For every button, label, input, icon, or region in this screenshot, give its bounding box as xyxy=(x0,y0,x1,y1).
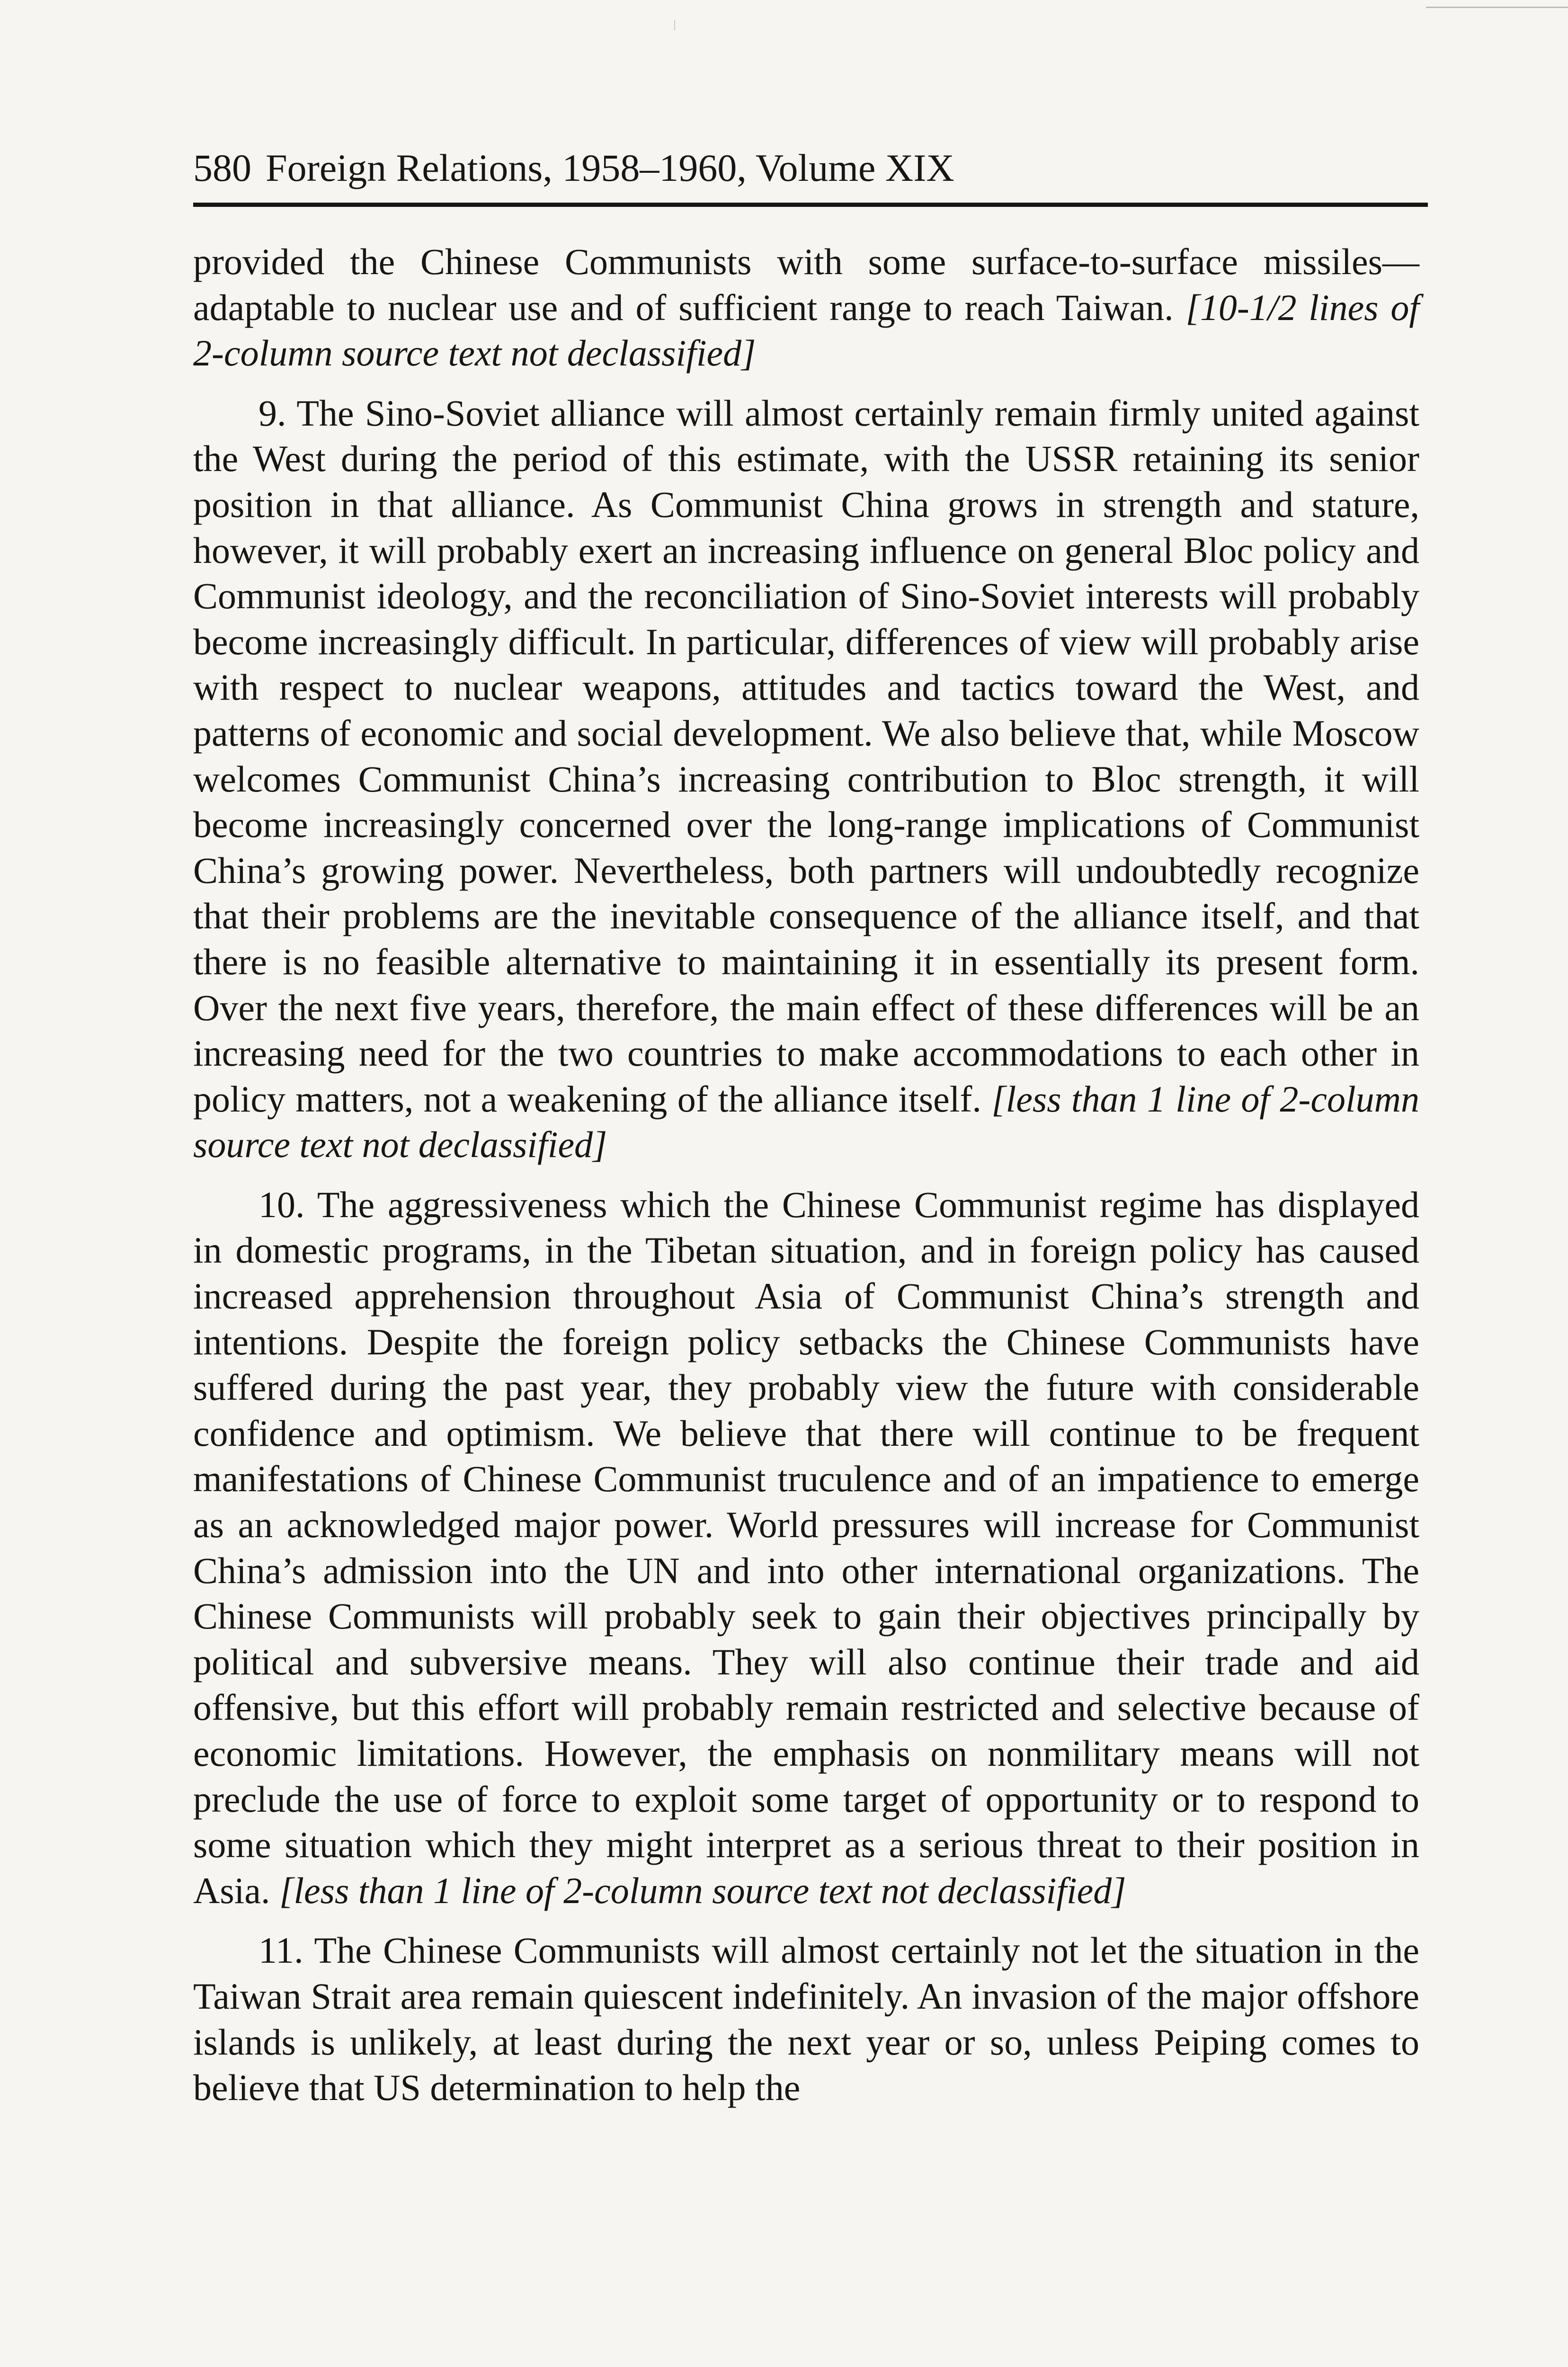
body-text xyxy=(193,239,1419,2111)
paragraph-9 xyxy=(193,391,1419,1168)
paragraph-text: 10. The aggressiveness which the Chinese Communist regime has displayed in domestic programs, in the Tibetan situation, and in foreign policy has caused increased apprehension throughout Asia of Communist China’s strength and intentions. Despite the foreign policy setbacks the Chinese Communists have suffered during the past year, they probably view the future with considerable confidence and optimism. We believe that there will continue to be frequent manifestations of Chinese Communist truculence and of an impatience to emerge as an acknowledged major power. World pressures will increase for Communist China’s admission into the UN and into other international organizations. The Chinese Communists will probably seek to gain their objectives principally by political and subversive means. They will also continue their trade and aid offensive, but this effort will probably remain restricted and selective because of economic limitations. However, the emphasis on nonmilitary means will not preclude the use of force to exploit some target of opportunity or to respond to some situation which they might interpret as a serious threat to their position in Asia. xyxy=(193,1184,1419,1911)
paragraph xyxy=(193,239,1419,376)
paragraph-11 xyxy=(193,1928,1419,2110)
paragraph-text: 11. The Chinese Communists will almost certainly not let the situation in the Taiwan Strait area remain quiescent indefinitely. An invasion of the major offshore islands is unlikely, at least during the next year or so, unless Peiping comes to believe that US determination to help the xyxy=(193,1930,1419,2109)
running-header xyxy=(193,142,1428,194)
page-number: 580 xyxy=(193,146,251,189)
header-rule xyxy=(193,203,1428,207)
scan-mark xyxy=(674,20,675,30)
declassification-note: [less than 1 line of 2-column source text not declassified] xyxy=(193,1078,1419,1166)
paragraph-text: provided the Chinese Communists with some surface-to-surface missiles—adaptable to nuclear use and of sufficient range to reach Taiwan. xyxy=(193,241,1419,328)
declassification-note: [10-1/2 lines of 2-column source text not declassified] xyxy=(193,286,1419,374)
paragraph-10 xyxy=(193,1182,1419,1914)
paragraph-text: 9. The Sino-Soviet alliance will almost certainly remain firmly united against the West during the period of this estimate, with the USSR retaining its senior position in that alliance. As Communist China grows in strength and stature, however, it will probably exert an increasing influence on general Bloc policy and Communist ideology, and the reconciliation of Sino-Soviet interests will probably become increasingly difficult. In particular, differences of view will probably arise with respect to nuclear weapons, attitudes and tactics toward the West, and patterns of economic and social development. We also believe that, while Moscow welcomes Communist China’s increasing contribution to Bloc strength, it will become increasingly concerned over the long-range implications of Communist China’s growing power. Nevertheless, both partners will undoubtedly recognize that their problems are the inevitable consequence of the alliance itself, and that there is no feasible alternative to maintaining it in essentially its present form. Over the next five years, therefore, the main effect of these differences will be an increasing need for the two countries to make accommodations to each other in policy matters, not a weakening of the alliance itself. xyxy=(193,392,1419,1120)
book-title: Foreign Relations, 1958–1960, Volume XIX xyxy=(266,146,954,189)
scan-edge xyxy=(1426,7,1568,8)
declassification-note: [less than 1 line of 2-column source text not declassified] xyxy=(279,1869,1126,1911)
